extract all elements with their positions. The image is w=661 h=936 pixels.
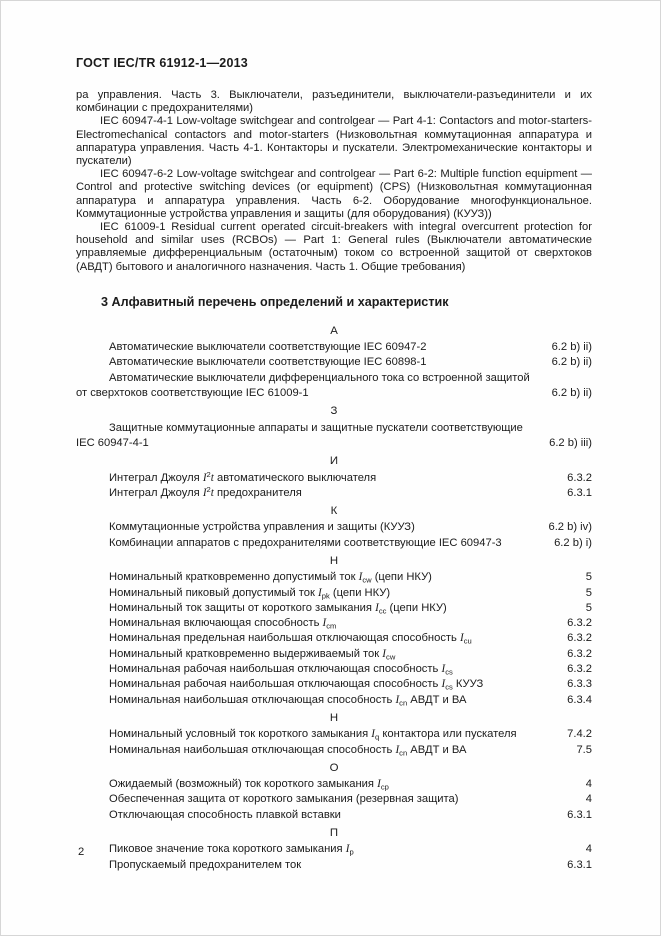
index-entry-reference: 6.3.2 (567, 663, 592, 676)
index-entry-reference: 6.3.1 (567, 858, 592, 871)
index-entry-text: Номинальная предельная наибольшая отключающая способность $I_{cu}$ (109, 632, 472, 646)
index-entry-text: Обеспеченная защита от короткого замыкания (резервная защита) (109, 793, 459, 806)
subscript: cn (399, 698, 408, 708)
index-entry-reference: 7.5 (576, 743, 592, 756)
index-entry-text: Отключающая способность плавкой вставки (109, 808, 341, 821)
body-paragraph: IEC 61009-1 Residual current operated circuit-breakers with integral overcurrent protection for household and similar uses (RCBOs) — Part 1: General rules (Выключатели автоматические управляемые дифференциальным (остаточным) током со встроенной защитой от сверхтоков (АВДТ) бытового и аналогичного назначения. Часть 1. Общие требования) (76, 221, 592, 273)
index-entry (76, 570, 592, 585)
supscript: 2 (206, 484, 211, 494)
index-entry-reference: 5 (585, 571, 592, 584)
alphabetical-index (76, 324, 592, 873)
supscript: 2 (206, 469, 211, 479)
index-entry-text: Номинальный ток защиты от короткого замыкания $I_{cc}$ (цепи НКУ) (109, 601, 447, 616)
index-entry-reference: 5 (585, 586, 592, 599)
index-entry-reference: 6.3.3 (567, 678, 592, 691)
index-letter-heading: К (330, 505, 338, 518)
subscript: cw (386, 652, 396, 662)
index-entry-text: Номинальный пиковый допустимый ток $I_{pk}$ (цепи НКУ) (109, 586, 391, 601)
index-entry (76, 371, 592, 402)
index-entry (76, 536, 592, 551)
quantity-symbol: I (459, 632, 464, 645)
index-entry-reference: 6.2 b) i) (554, 536, 592, 549)
index-entry-reference: 6.3.2 (567, 471, 592, 484)
quantity-symbol: I (395, 743, 400, 756)
index-entry (76, 471, 592, 486)
index-entry (76, 727, 592, 742)
index-entry (76, 520, 592, 535)
index-entry (76, 858, 592, 873)
subscript: q (375, 732, 380, 742)
quantity-symbol: I (441, 663, 446, 676)
index-entry-text: Защитные коммутационные аппараты и защитные пускатели соответствующие IEC 60947-4-1 (76, 421, 523, 449)
index-entry (76, 616, 592, 631)
index-entry-text: Номинальная рабочая наибольшая отключающая способность $I_{cs}$ КУУЗ (109, 678, 484, 692)
index-entry-reference: 6.2 b) iv) (548, 521, 592, 534)
subscript: cw (362, 575, 372, 585)
index-entry (76, 586, 592, 601)
index-entry-text: Номинальный кратковременно выдерживаемый ток $I_{cw}$ (109, 647, 396, 662)
index-entry-reference: 6.3.2 (567, 617, 592, 630)
index-entry (76, 647, 592, 662)
quantity-symbol: I (375, 601, 379, 614)
subscript: cs (445, 682, 453, 692)
quantity-symbol: I (441, 678, 446, 691)
normative-references-paragraphs (76, 89, 592, 274)
index-entry (76, 355, 592, 370)
index-letter-heading: З (330, 405, 338, 418)
index-entry-reference: 6.2 b) ii) (551, 356, 592, 369)
index-entry (76, 601, 592, 616)
index-entry (76, 421, 592, 452)
quantity-symbol: I (358, 571, 363, 584)
index-entry-text: Номинальная наибольшая отключающая способность $I_{cn}$ АВДТ и ВА (109, 743, 467, 758)
index-entry (76, 808, 592, 823)
index-entry (76, 693, 592, 708)
subscript: pk (321, 591, 330, 601)
body-paragraph: IEC 60947-6-2 Low-voltage switchgear and controlgear — Part 6-2: Multiple function equipment — Control and protective switching devices (or equipment) (CPS) (Низковольтная коммутационная аппаратура и аппаратура управления. Часть 6-2. Оборудование многофункциональное. Коммутационные устройства управления и защиты (для оборудования) (КУУЗ)) (76, 168, 592, 220)
index-entry (76, 743, 592, 758)
index-entry-text: Автоматические выключатели соответствующие IEC 60898-1 (109, 356, 427, 369)
index-entry (76, 340, 592, 355)
index-entry-reference: 7.4.2 (567, 728, 592, 741)
index-entry-text: Ожидаемый (возможный) ток короткого замыкания $I_{cp}$ (109, 778, 389, 792)
index-entry-text: Интеграл Джоуля $I^2t$ автоматического выключателя (109, 469, 377, 484)
index-letter-heading: П (329, 827, 339, 840)
index-entry-reference: 6.2 b) iii) (549, 436, 592, 449)
index-entry (76, 777, 592, 792)
index-entry-text: Коммутационные устройства управления и защиты (КУУЗ) (109, 521, 415, 534)
index-letter-heading: А (330, 324, 338, 337)
index-entry (76, 677, 592, 692)
index-entry-reference: 4 (585, 843, 592, 856)
index-entry-text: Пиковое значение тока короткого замыкания $I_p$ (109, 843, 354, 857)
index-entry-reference: 6.3.2 (567, 647, 592, 660)
index-letter-heading: О (329, 761, 339, 774)
subscript: cp (380, 782, 389, 792)
quantity-symbol: I (322, 617, 327, 630)
index-entry-reference: 6.2 b) ii) (551, 341, 592, 354)
index-entry-text: Автоматические выключатели соответствующие IEC 60947-2 (109, 341, 427, 354)
subscript: cm (326, 621, 337, 631)
running-header: ГОСТ IEC/TR 61912-1—2013 (76, 56, 248, 70)
index-entry-reference: 6.3.4 (567, 693, 592, 706)
index-entry-text: Номинальная наибольшая отключающая способность $I_{cn}$ АВДТ и ВА (109, 693, 467, 708)
quantity-symbol: I (202, 471, 207, 484)
quantity-symbol: I (377, 778, 381, 791)
quantity-symbol: I (202, 486, 207, 499)
index-entry-reference: 4 (585, 778, 592, 791)
index-entry (76, 486, 592, 501)
index-entry (76, 842, 592, 857)
subscript: cs (445, 667, 453, 677)
index-letter-heading: Н (329, 555, 339, 567)
index-entry (76, 792, 592, 807)
subscript: p (349, 847, 354, 857)
body-paragraph: IEC 60947-4-1 Low-voltage switchgear and controlgear — Part 4-1: Contactors and motor-starters-Electromechanical contactors and motor-starters (Низковольтная коммутационная аппаратура и аппаратура управления. Часть 4-1. Контакторы и пускатели. Электромеханические контакторы и пускатели) (76, 115, 592, 168)
quantity-symbol: I (345, 843, 350, 856)
index-entry (76, 631, 592, 646)
index-entry-text: Автоматические выключатели дифференциального тока со встроенной защитой от сверхтоков соответствующие IEC 61009-1 (76, 371, 530, 400)
index-entry-text: Номинальный кратковременно допустимый ток $I_{cw}$ (цепи НКУ) (109, 571, 432, 585)
subscript: cu (463, 636, 472, 646)
index-entry-text: Номинальный условный ток короткого замыкания $I_q$ контактора или пускателя (109, 728, 517, 742)
index-entry-text: Интеграл Джоуля $I^2t$ предохранителя (109, 484, 302, 499)
subscript: cc (378, 606, 387, 616)
index-letter-heading: Н (329, 711, 339, 724)
page-content (76, 56, 592, 873)
index-entry-reference: 6.3.2 (567, 632, 592, 645)
quantity-symbol: I (395, 693, 400, 706)
quantity-symbol: I (371, 728, 376, 741)
quantity-symbol: I (382, 647, 387, 660)
index-entry (76, 662, 592, 677)
index-entry-text: Номинальная рабочая наибольшая отключающая способность $I_{cs}$ (109, 663, 453, 677)
index-entry-reference: 5 (585, 601, 592, 614)
body-paragraph: ра управления. Часть 3. Выключатели, разъединители, выключатели-разъединители и их комбинации с предохранителями) (76, 89, 592, 115)
index-entry-reference: 4 (585, 793, 592, 806)
page-number: 2 (78, 846, 85, 858)
index-entry-text: Номинальная включающая способность $I_{cm}$ (109, 617, 337, 631)
quantity-symbol: t (210, 471, 214, 484)
section-heading: 3 Алфавитный перечень определений и характеристик (101, 294, 449, 309)
index-entry-reference: 6.2 b) ii) (551, 387, 592, 400)
index-letter-heading: И (329, 455, 339, 468)
index-entry-text: Пропускаемый предохранителем ток (109, 858, 302, 871)
index-entry-reference: 6.3.1 (567, 486, 592, 499)
quantity-symbol: I (318, 586, 322, 599)
index-entry-text: Комбинации аппаратов с предохранителями соответствующие IEC 60947-3 (109, 536, 502, 549)
quantity-symbol: t (210, 486, 214, 499)
subscript: cn (399, 748, 408, 758)
index-entry-reference: 6.3.1 (567, 808, 592, 821)
